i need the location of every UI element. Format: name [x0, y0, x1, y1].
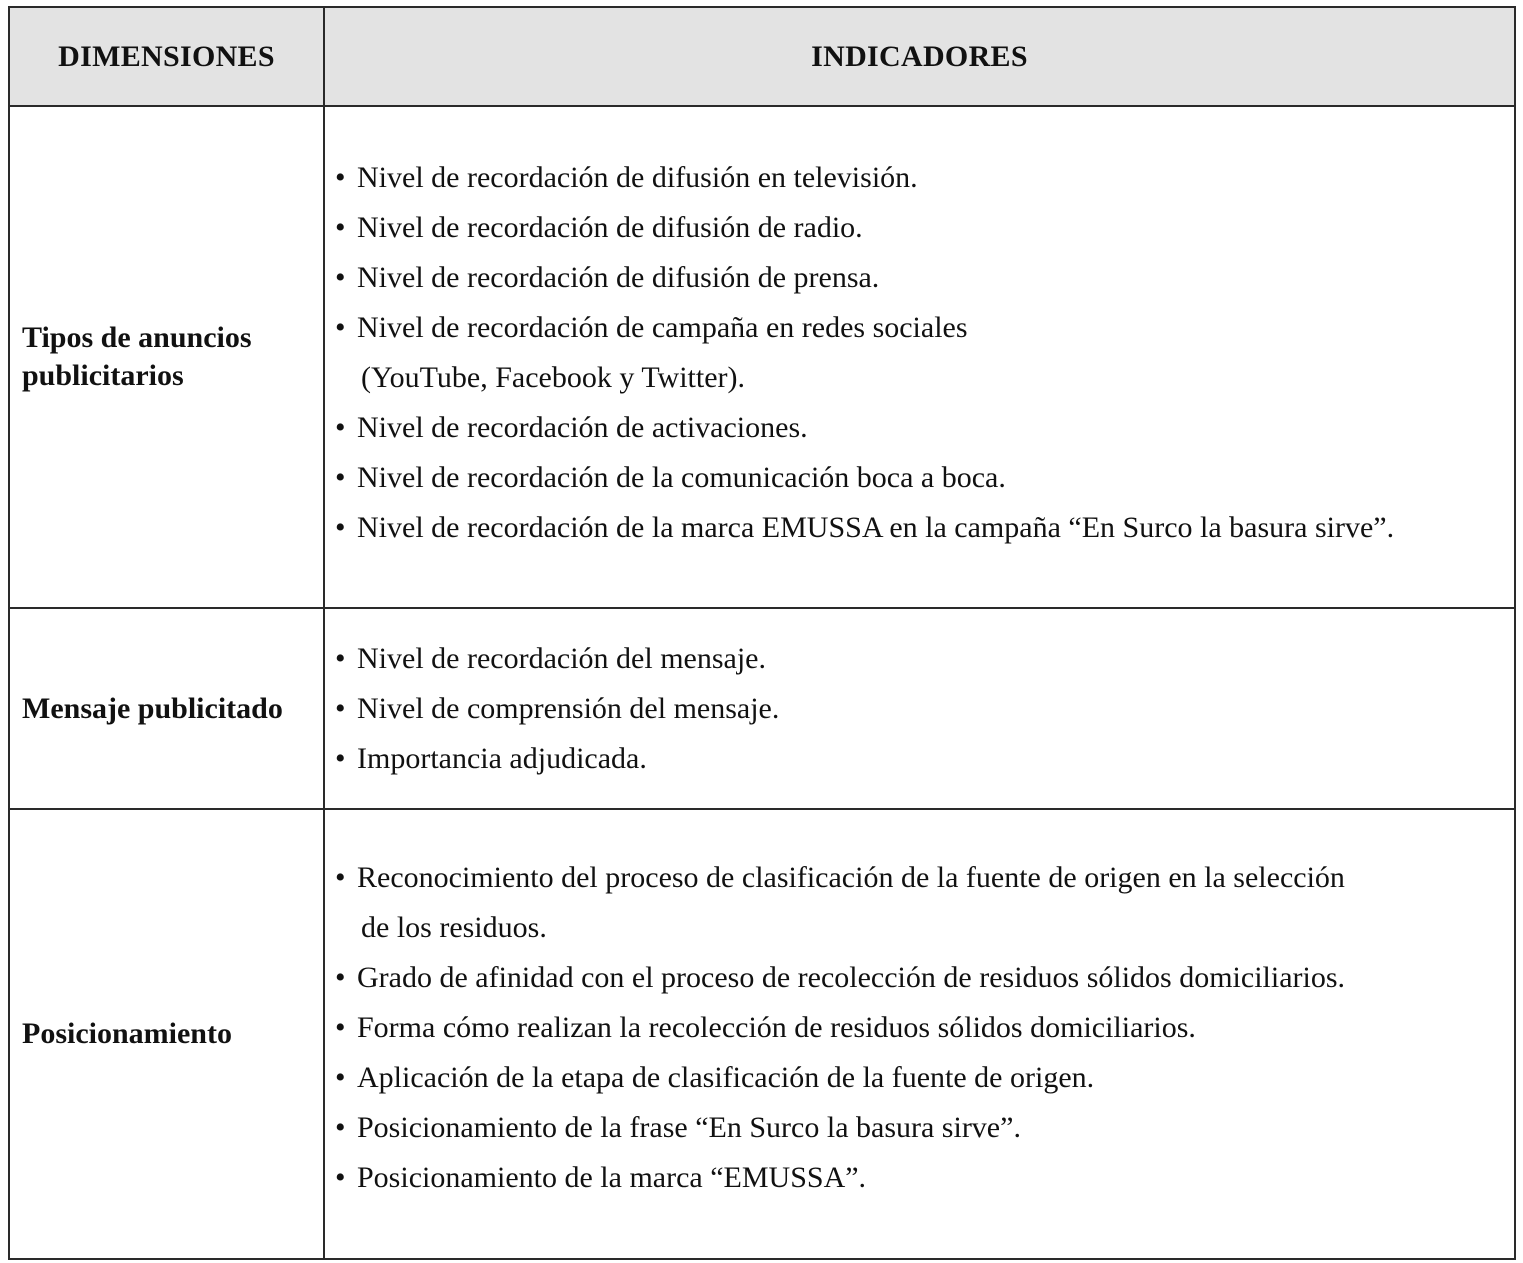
- bullet-icon: •: [335, 461, 346, 494]
- indicator-list: [325, 153, 1514, 553]
- indicator-item: [335, 1053, 1514, 1103]
- indicator-item: [335, 1003, 1514, 1053]
- bullet-icon: •: [335, 641, 346, 675]
- indicator-item: [335, 453, 1514, 503]
- table-row: [9, 608, 1515, 809]
- dimensions-indicators-table: [8, 6, 1516, 1260]
- indicator-item: [335, 734, 1514, 784]
- indicator-text-continuation: (YouTube, Facebook y Twitter).: [361, 361, 746, 394]
- indicator-text: Importancia adjudicada.: [357, 741, 647, 775]
- dimension-label: Mensaje publicitado: [22, 691, 283, 725]
- bullet-icon: •: [335, 311, 346, 344]
- indicator-item: [335, 203, 1514, 253]
- indicator-text: Forma cómo realizan la recolección de residuos sólidos domiciliarios.: [357, 1011, 1196, 1044]
- table-row: [9, 106, 1515, 608]
- bullet-icon: •: [335, 741, 346, 775]
- bullet-icon: •: [335, 861, 346, 894]
- indicator-text: Nivel de recordación de campaña en redes sociales: [357, 311, 968, 344]
- indicator-item: [335, 684, 1514, 734]
- bullet-icon: •: [335, 411, 346, 444]
- indicator-text: Aplicación de la etapa de clasificación de la fuente de origen.: [357, 1061, 1095, 1094]
- indicator-text: Nivel de comprensión del mensaje.: [357, 691, 780, 725]
- bullet-icon: •: [335, 161, 346, 194]
- indicator-item: [335, 403, 1514, 453]
- indicator-text: Nivel de recordación del mensaje.: [357, 641, 766, 675]
- indicator-text: Nivel de recordación de la comunicación boca a boca.: [357, 461, 1006, 494]
- indicators-cell: [324, 106, 1515, 608]
- indicator-text: Nivel de recordación de difusión de prensa.: [357, 261, 880, 294]
- dimension-cell: [9, 106, 324, 608]
- indicator-text: Posicionamiento de la marca “EMUSSA”.: [357, 1161, 867, 1194]
- indicator-item: [335, 634, 1514, 684]
- bullet-icon: •: [335, 691, 346, 725]
- indicator-list: [325, 634, 1514, 784]
- indicators-cell: [324, 608, 1515, 809]
- indicator-text: Reconocimiento del proceso de clasificación de la fuente de origen en la selección: [357, 861, 1345, 894]
- bullet-icon: •: [335, 211, 346, 244]
- bullet-icon: •: [335, 511, 346, 544]
- indicator-item: [335, 503, 1514, 553]
- indicator-item: [335, 853, 1514, 953]
- bullet-icon: •: [335, 261, 346, 294]
- header-row: [9, 7, 1515, 106]
- dimension-cell: [9, 809, 324, 1259]
- indicator-text: Nivel de recordación de difusión en televisión.: [357, 161, 918, 194]
- indicator-text: Posicionamiento de la frase “En Surco la basura sirve”.: [357, 1111, 1021, 1144]
- bullet-icon: •: [335, 961, 346, 994]
- indicator-text: Nivel de recordación de difusión de radio.: [357, 211, 863, 244]
- dimension-cell: [9, 608, 324, 809]
- indicator-text: Grado de afinidad con el proceso de recolección de residuos sólidos domiciliarios.: [357, 961, 1346, 994]
- indicator-item: [335, 303, 1514, 403]
- header-indicators: INDICADORES: [324, 7, 1515, 106]
- indicator-item: [335, 253, 1514, 303]
- indicators-cell: [324, 809, 1515, 1259]
- bullet-icon: •: [335, 1011, 346, 1044]
- table-row: [9, 809, 1515, 1259]
- indicator-list: [325, 853, 1514, 1203]
- indicator-item: [335, 1103, 1514, 1153]
- dimension-label: Posicionamiento: [22, 1017, 232, 1050]
- dimension-label: Tipos de anuncios publicitarios: [22, 321, 252, 392]
- indicator-item: [335, 153, 1514, 203]
- indicator-text: Nivel de recordación de activaciones.: [357, 411, 808, 444]
- indicator-item: [335, 1153, 1514, 1203]
- bullet-icon: •: [335, 1161, 346, 1194]
- indicator-text-continuation: de los residuos.: [361, 911, 547, 944]
- bullet-icon: •: [335, 1111, 346, 1144]
- bullet-icon: •: [335, 1061, 346, 1094]
- indicator-item: [335, 953, 1514, 1003]
- indicator-text: Nivel de recordación de la marca EMUSSA en la campaña “En Surco la basura sirve”.: [357, 511, 1395, 544]
- header-dimensions: DIMENSIONES: [9, 7, 324, 106]
